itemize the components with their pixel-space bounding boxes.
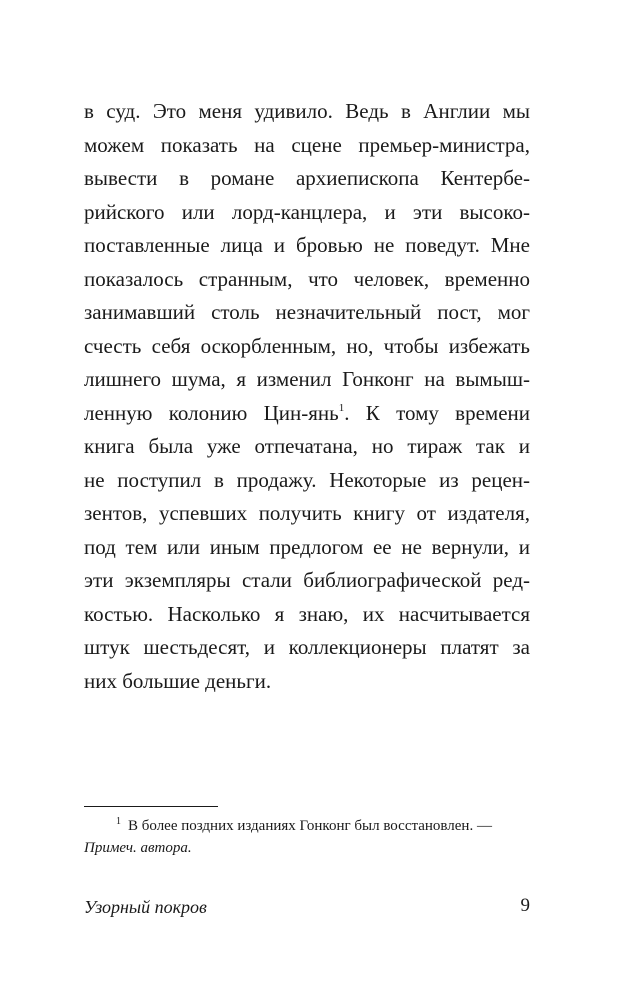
- text-line-with-footnote-ref: [84, 397, 530, 431]
- text-segment: . К тому времени: [344, 400, 530, 425]
- footnote-reference[interactable]: 1: [338, 401, 345, 414]
- text-line: под тем или иным предлогом ее не вернули, и: [84, 534, 530, 559]
- text-line: эти экземпляры стали библиографической ред-: [84, 568, 530, 592]
- footnote-line: [84, 815, 530, 837]
- text-line: в суд. Это меня удивило. Ведь в Англии мы: [84, 99, 530, 123]
- footnote-mark: 1: [116, 816, 121, 827]
- text-line: костью. Насколько я знаю, их насчитывается: [84, 601, 530, 626]
- footnote-text: В более поздних изданиях Гонконг был восстановлен. —: [128, 818, 492, 834]
- text-line: можем показать на сцене премьер-министра,: [84, 132, 530, 157]
- text-line: счесть себя оскорбленным, но, чтобы избежать: [84, 333, 530, 358]
- body-text: [84, 95, 530, 698]
- text-line: книга была уже отпечатана, но тираж так и: [84, 434, 530, 458]
- text-line-last: них большие деньги.: [84, 668, 272, 693]
- text-line: поставленные лица и бровью не поведут. Мне: [84, 233, 530, 257]
- text-line: показалось странным, что человек, временно: [84, 266, 530, 291]
- text-line: не поступил в продажу. Некоторые из рецен-: [84, 467, 530, 492]
- footnote: [84, 815, 530, 859]
- text-line: зентов, успевших получить книгу от издателя,: [84, 501, 530, 525]
- text-line: вывести в романе архиепископа Кентербе-: [84, 166, 530, 190]
- footnote-divider: [84, 806, 218, 807]
- footnote-attribution: Примеч. автора.: [84, 840, 192, 856]
- text-segment: ленную колонию Цин-янь: [84, 400, 339, 425]
- text-line: лишнего шума, я изменил Гонконг на вымыш-: [84, 367, 530, 391]
- page-number: 9: [520, 895, 530, 916]
- running-title: Узорный покров: [84, 897, 207, 917]
- text-line: занимавший столь незначительный пост, мог: [84, 300, 530, 324]
- text-line: штук шестьдесят, и коллекционеры платят за: [84, 635, 530, 659]
- text-line: рийского или лорд-канцлера, и эти высоко-: [84, 199, 530, 224]
